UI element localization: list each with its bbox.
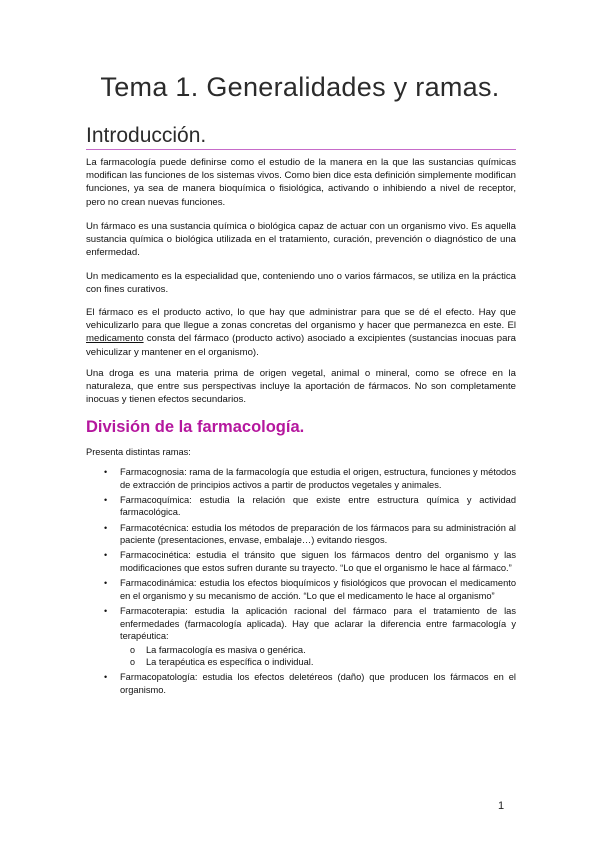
list-item-text: Farmacotécnica: estudia los métodos de preparación de los fármacos para su administración al paciente (presentaciones, envase, embalaje…) evitando riesgos. (120, 522, 516, 546)
list-item (104, 522, 516, 547)
intro-heading: Introducción. (86, 124, 207, 147)
paragraph-medicamento: Un medicamento es la especialidad que, conteniendo uno o varios fármacos, se utiliza en la práctica con fines curativos. (86, 271, 516, 296)
paragraph-text: consta del fármaco (producto activo) asociado a excipientes (sustancias inocuas para vehiculizar y mantener en el organismo). (86, 333, 516, 358)
list-item-text: Farmacoterapia: estudia la aplicación racional del fármaco para el tratamiento de las enfermedades (farmacología aplicada). Hay que aclarar la diferencia entre farmacología y terapéutica: (120, 605, 516, 642)
sub-list-item-text: La terapéutica es específica o individual. (146, 657, 314, 668)
list-item-text: Farmacodinámica: estudia los efectos bioquímicos y fisiológicos que provocan el medicamento en el organismo y su mecanismo de acción. “Lo que el medicamento le hace al organismo” (120, 578, 516, 601)
paragraph-farmaco: Un fármaco es una sustancia química o biológica capaz de actuar con un organismo vivo. Es aquella sustancia química o biológica utilizada en el tratamiento, curación, prevención o diagnóstico de una enfermedad. (86, 221, 516, 259)
underlined-term: medicamento (86, 333, 144, 345)
list-item-text: Farmacocinética: estudia el tránsito que siguen los fármacos dentro del organismo y las modificaciones que estos sufren durante su trayecto. “Lo que el organismo le hace al fármaco.” (120, 550, 516, 573)
sub-list (120, 644, 516, 669)
list-item (104, 671, 516, 696)
sub-list-item (120, 656, 516, 669)
list-item (104, 466, 516, 491)
list-item-text: Farmacognosia: rama de la farmacología que estudia el origen, estructura, funciones y métodos de extracción de principios activos a partir de productos vegetales y animales. (120, 467, 516, 490)
bullet-icon: • (104, 605, 108, 616)
bullet-icon: • (104, 578, 108, 589)
bullet-icon: • (104, 494, 108, 505)
list-item-text: Farmacoquímica: estudia la relación que existe entre estructura química y actividad farmacológica. (120, 494, 516, 518)
paragraph-droga: Una droga es una materia prima de origen vegetal, animal o mineral, como se ofrece en la naturaleza, que entre sus perspectivas incluye la aportación de fármacos. No son completamente inocuas y tienen efectos secundarios. (86, 368, 516, 406)
branches-list (104, 466, 516, 699)
paragraph-text: El fármaco es el producto activo, lo que hay que administrar para que se dé el efecto. Hay que vehiculizarlo para que llegue a zonas concretas del organismo y hacer que permanezca en este. El (86, 307, 516, 332)
bullet-icon: • (104, 467, 108, 477)
circle-bullet-icon: o (130, 644, 136, 655)
circle-bullet-icon: o (130, 657, 136, 668)
list-item-text: Farmacopatología: estudia los efectos deletéreos (daño) que producen los fármacos en el organismo. (120, 672, 516, 696)
paragraph-producto-activo (86, 306, 516, 359)
list-item (104, 605, 516, 669)
list-item (104, 549, 516, 574)
list-item (104, 577, 516, 602)
division-heading: División de la farmacología. (86, 418, 305, 436)
list-item (104, 494, 516, 519)
page-number: 1 (498, 800, 505, 812)
page-title: Tema 1. Generalidades y ramas. (100, 72, 500, 102)
paragraph-definition: La farmacología puede definirse como el estudio de la manera en la que las sustancias químicas modifican las funciones de los sistemas vivos. Como bien dice esta definición simplemente modifican funciones, ya sea de manera bioquímica o fisiológica, activando o inhibiendo a nivel de receptor, pero no crean nuevas funciones. (86, 157, 516, 208)
bullet-icon: • (104, 672, 108, 683)
list-intro: Presenta distintas ramas: (86, 447, 191, 457)
bullet-icon: • (104, 550, 108, 561)
bullet-icon: • (104, 522, 108, 533)
sub-list-item-text: La farmacología es masiva o genérica. (146, 644, 306, 655)
sub-list-item (120, 644, 516, 657)
heading-underline (86, 149, 516, 150)
